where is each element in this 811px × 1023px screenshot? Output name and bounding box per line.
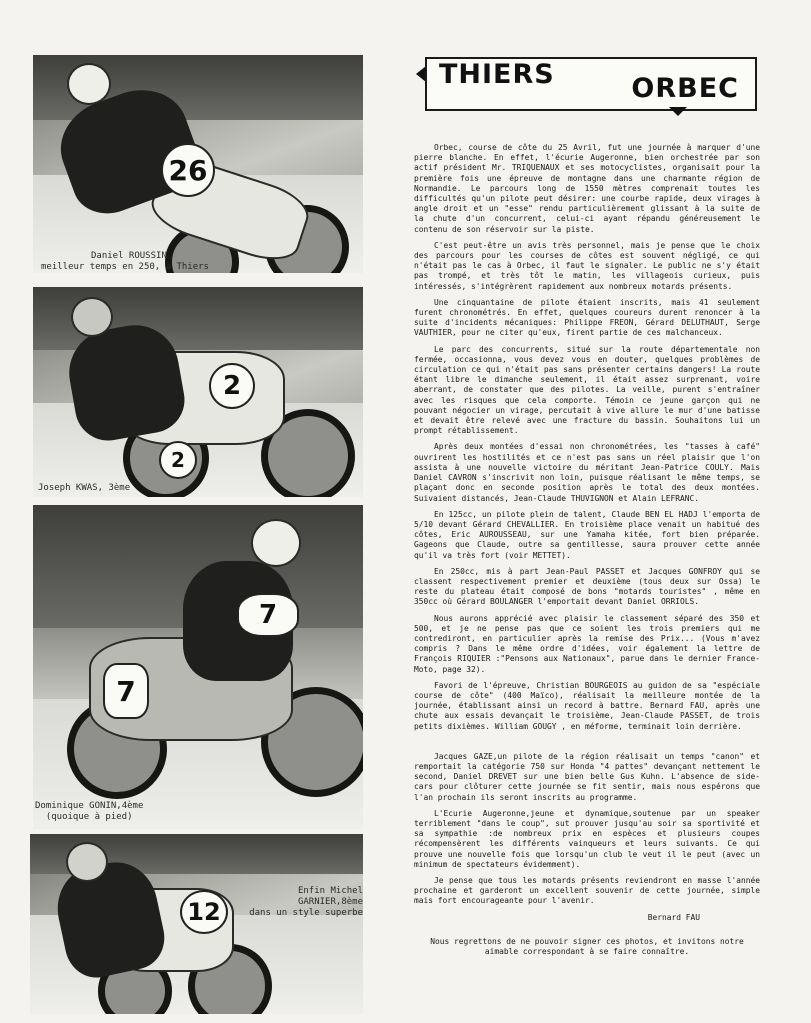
photo-caption: Daniel ROUSSIN meilleur temps en 250, à Thiers	[41, 251, 209, 272]
photo-caption: Dominique GONIN,4ème (quoique à pied)	[35, 801, 144, 822]
paragraph: L'Ecurie Augeronne,jeune et dynamique,soutenue par un speaker terriblement "dans le coup", sut prouver jusqu'au soir sa sportivité et sa sympathie :de nombreux prix en espèces et plusieurs coupes récompensèrent les différents vainqueurs et leurs suivants. Ce qui prouve une nouvelle fois que lorsqu'un club le veut il le peut (avec un minimum de spectateurs évidemment).	[414, 808, 760, 869]
photo-gonin	[33, 505, 363, 829]
header-title-right: ORBEC	[631, 73, 739, 104]
paragraph: Nous aurons apprécié avec plaisir le classement séparé des 350 et 500, et je ne pense pas que ce soient les trois premiers qui me contrediront, en particulier après la remise des Prix... (Vous m'avez compris ? Dans le même ordre d'idées, voir également la lettre de François RIQUIER :"Pensons aux Nationaux", parue dans le dernier France-Moto, page 32).	[414, 613, 760, 674]
race-number-side: 7	[103, 663, 149, 719]
paragraph: Je pense que tous les motards présents reviendront en masse l'année prochaine et garderont un excellent souvenir de cette journée, simple mais fort encourageante pour l'avenir.	[414, 876, 760, 906]
paragraph: C'est peut-être un avis très personnel, mais je pense que le choix des parcours pour les courses de côtes est souvent négligé, ce qui n'était pas le cas à Orbec, il faut le signaler. Le public ne s'y était pas trompé, et très tôt le matin, les villageois curieux, puis intéressés, s'intégrèrent rapidement aux nombreux motards présents.	[414, 240, 760, 291]
article-header	[425, 57, 757, 111]
arrow-down-icon	[669, 107, 687, 116]
race-number: 2	[209, 363, 255, 409]
race-number: 12	[180, 890, 228, 934]
race-number: 26	[161, 143, 215, 197]
paragraph: Une cinquantaine de pilote étaient inscrits, mais 41 seulement furent chronométrés. En effet, quelques coureurs durent renoncer à la suite d'incidents mécaniques: Philippe FREON, Gérard DELUTHAUT, Serge VAUTHIER, pour ne citer qu'eux, firent partie de ces malchanceux.	[414, 297, 760, 338]
photo-caption: Enfin Michel GARNIER,8ème dans un style superbe	[249, 886, 363, 918]
rider-figure	[33, 287, 363, 497]
paragraph: Jacques GAZE,un pilote de la région réalisait un temps "canon" et remportait la catégorie 750 sur Honda "4 pattes" devançant nettement le second, Daniel DREVET sur une bien belle Gus Kuhn. L'absence de side-cars pour clôturer cette journée se fit sentir, mais nous espérons que l'an prochain ils seront inscrits au programme.	[414, 751, 760, 802]
paragraph: En 125cc, un pilote plein de talent, Claude BEN EL HADJ l'emporta de 5/10 devant Gérard CHEVALLIER. En troisième place venait un habitué des côtes, Eric AUROUSSEAU, sur une Yamaha kitée, fort bien préparée. Gageons que Claude, outre sa gentillesse, saura prouver cette année qu'il va très fort (voir METTET).	[414, 509, 760, 560]
paragraph: Favori de l'épreuve, Christian BOURGEOIS au guidon de sa "espéciale course de côte" (400 Maïco), réalisait la meilleure montée de la journée, établissant ainsi un record à battre. Bernard FAU, après une chute aux essais devançait le troisième, Jean-Claude PASSET, de trois petits dixièmes. William GOUGY , en méforme, terminait loin derrière.	[414, 680, 760, 731]
photo-roussin	[33, 55, 363, 273]
paragraph: Orbec, course de côte du 25 Avril, fut une journée à marquer d'une pierre blanche. En effet, l'écurie Augeronne, bien orchestrée par son actif président Mr. TRIQUENAUX et ses motocyclistes, organisait pour la première fois une épreuve de montagne dans une charmante région de Normandie. Le parcours long de 1550 mètres comprenait toutes les difficultés qu'un pilote peut désirer: une courbe rapide, deux virages à angle droit et un "esse" rendu particulièrement glissant à la suite de la chute d'un concurrent, celui-ci ayant répandu généreusement le contenu de son réservoir sur la piste.	[414, 143, 760, 234]
rider-figure	[33, 55, 363, 273]
paragraph: Après deux montées d'essai non chronométrées, les "tasses à café" ouvrirent les hostilités et ce n'est pas sans un réel plaisir que l'on assista à une nouvelle victoire du méritant Jean-Patrice COULY. Mais Daniel CAVRON s'inscrivit non loin, puisque réalisant le même temps, se plaçant donc en seconde position après le total des deux montées. Suivaient distancés, Jean-Claude THUVIGNON et Alain LEFRANC.	[414, 442, 760, 503]
photo-garnier	[30, 834, 363, 1014]
article-body	[414, 143, 760, 963]
header-title-left: THIERS	[439, 59, 555, 90]
paragraph: Le parc des concurrents, situé sur la route départementale non fermée, occasionna, vous devez vous en douter, quelques problèmes de circulation ce qui n'était pas sans présenter certains dangers! La route étant libre le dimanche seulement, il était assez surprenant, voire aberrant, de constater que des pilotes. La veille, purent s'entraîner avec les risques que cela comporte. Témoin ce jeune garçon qui ne pouvant négocier un virage, percutait à vive allure le mur d'une batisse et devait être relevé avec une fracture du bassin. Souhaitons lui un prompt rétablissement.	[414, 344, 760, 436]
race-number-front: 2	[159, 441, 197, 479]
author-signature: Bernard FAU	[647, 912, 700, 922]
race-number: 7	[237, 593, 299, 637]
rider-figure	[30, 834, 230, 1014]
photo-kwas	[33, 287, 363, 497]
paragraph: En 250cc, mis à part Jean-Paul PASSET et Jacques GONFROY qui se classent respectivement premier et deuxième (tous deux sur Ossa) le reste du plateau était composé de bons "motards touristes" , même en 350cc où Gérard BOULANGER l'emportait devant Daniel ORRIOLS.	[414, 566, 760, 607]
rider-figure	[33, 505, 363, 829]
photo-credit-notice: Nous regrettons de ne pouvoir signer ces photos, et invitons notre aimable correspondant à se faire connaître.	[430, 936, 744, 957]
photo-caption: Joseph KWAS, 3ème	[38, 483, 131, 493]
